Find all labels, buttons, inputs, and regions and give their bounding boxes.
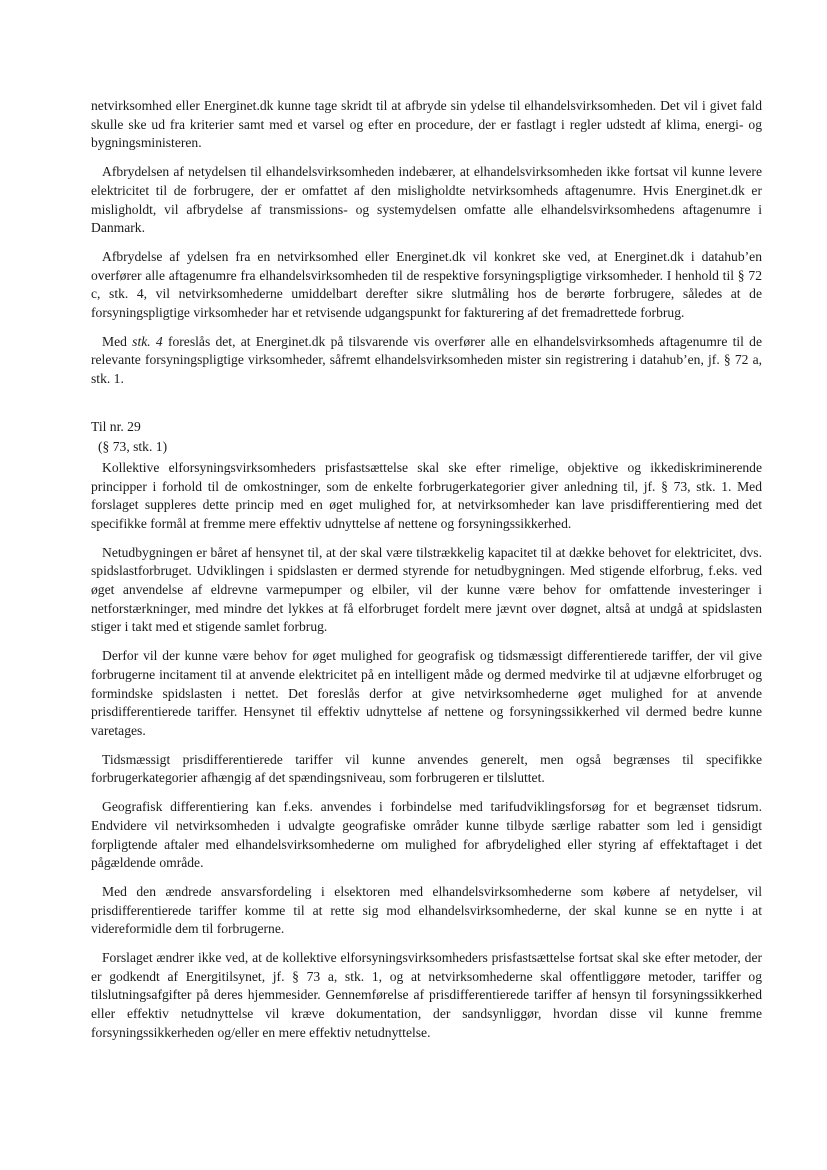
paragraph-stk-4 <box>91 333 762 389</box>
paragraph-geografisk: Geografisk differentiering kan f.eks. anvendes i forbindelse med tarifudviklingsforsøg for et begrænset tidsrum. Endvidere vil netvirksomheden i udvalgte geografiske områder kunne tilbyde særlige rabatter som led i gensidigt forpligtende aftaler med elhandelsvirksomhederne om mulighed for afbrydelighed eller styring af effektaftaget i det pågældende område. <box>91 799 762 871</box>
section-heading: Til nr. 29 <box>91 418 141 434</box>
paragraph-kollektive: Kollektive elforsyningsvirksomheders prisfastsættelse skal ske efter rimelige, objektive og ikkediskriminerende principper i forhold til de omkostninger, som de enkelte forbrugerkategorier giver anledning til, jf. § 73, stk. 1. Med forslaget suppleres dette princip med en øget mulighed for, at netvirksomheder kan lave prisdifferentiering med det specifikke formål at fremme mere effektiv udnyttelse af nettene og forsyningssikkerhed. <box>91 459 762 531</box>
paragraph-forslaget: Forslaget ændrer ikke ved, at de kollektive elforsyningsvirksomheders prisfastsættelse fortsat skal ske efter metoder, der er godkendt af Energitilsynet, jf. § 73 a, stk. 1, og at netvirksomhederne skal offentliggøre metoder, tariffer og tilslutningsafgifter på deres hjemmesider. Gennemførelse af prisdifferentierede tariffer af hensyn til forsyningssikkerhed eller effektiv netudnyttelse vil kræve dokumentation, der sandsynliggør, hvordan disse vil kunne fremme forsyningssikkerheden og/eller en mere effektiv netudnyttelse. <box>91 950 762 1040</box>
paragraph-afbrydelse-ydelse: Afbrydelse af ydelsen fra en netvirksomhed eller Energinet.dk vil konkret ske ved, at Energinet.dk i datahub’en overfører alle aftagenumre fra elhandelsvirksomheden til de respektive forsyningspligtige virksomheder. I henhold til § 72 c, stk. 4, vil netvirksomhederne umiddelbart derefter sikre slutmåling hos de berørte forbrugere, således at de forsyningspligtige virksomheder har et retvisende udgangspunkt for fakturering af det fremadrettede forbrug. <box>91 248 762 321</box>
section-subheading: (§ 73, stk. 1) <box>98 438 168 454</box>
stk4-text-before: Med <box>102 333 133 349</box>
paragraph-netudbygningen: Netudbygningen er båret af hensynet til, at der skal være tilstrækkelig kapacitet til at dække behovet for elektricitet, dvs. spidslastforbruget. Udviklingen i spidslasten er dermed styrende for netudbygningen. Med stigende elforbrug, f.eks. ved øget anvendelse af eldrevne varmepumper og elbiler, vil der kunne være behov for omfattende investeringer i netforstærkninger, med mindre det lykkes at få elforbruget fordelt mere jævnt over døgnet, altså at undgå at spidslasten stiger i takt med et stigende samlet forbrug. <box>91 544 762 635</box>
paragraph-continuation: netvirksomhed eller Energinet.dk kunne tage skridt til at afbryde sin ydelse til elhandelsvirksomheden. Det vil i givet fald skulle ske ud fra kriterier samt med et varsel og efter en procedure, der er fastlagt i regler udstedt af klima, energi- og bygningsministeren. <box>91 98 762 151</box>
stk4-emphasis: stk. 4 <box>132 333 163 349</box>
paragraph-tidsmaessigt: Tidsmæssigt prisdifferentierede tariffer vil kunne anvendes generelt, men også begrænses til specifikke forbrugerkategorier afhængig af det spændingsniveau, som forbrugeren er tilsluttet. <box>91 751 762 786</box>
section-heading-block <box>91 417 762 457</box>
paragraph-afbrydelsen: Afbrydelsen af netydelsen til elhandelsvirksomheden indebærer, at elhandelsvirksomheden ikke fortsat vil kunne levere elektricitet til de forbrugere, der er omfattet af den misligholdte netvirksomheds aftagenumre. Hvis Energinet.dk er misligholdt, vil afbrydelse af transmissions- og systemydelsen omfatte alle elhandelsvirksomhedens aftagenumre i Danmark. <box>91 164 762 236</box>
paragraph-ansvarsfordeling: Med den ændrede ansvarsfordeling i elsektoren med elhandelsvirksomhederne som købere af netydelser, vil prisdifferentierede tariffer komme til at rette sig mod elhandelsvirksomhederne, der skal kunne se en nytte i at videreformidle dem til forbrugerne. <box>91 883 762 937</box>
stk4-text-after: foreslås det, at Energinet.dk på tilsvarende vis overfører alle en elhandelsvirksomheds aftagenumre til de relevante forsyningspligtige virksomheder, såfremt elhandelsvirksomheden mister sin registrering i datahub’en, jf. § 72 a, stk. 1. <box>91 333 762 387</box>
document-page <box>91 97 762 1053</box>
paragraph-derfor: Derfor vil der kunne være behov for øget mulighed for geografisk og tidsmæssigt differentierede tariffer, der vil give forbrugerne incitament til at anvende elektricitet på en intelligent måde og dermed medvirke til at udjævne elforbruget og formindske spidslasten i nettet. Det foreslås derfor at give netvirksomhederne øget mulighed for at anvende prisdifferentierede tariffer. Hensynet til effektiv udnyttelse af nettene og forsyningssikkerhed vil dermed bedre kunne varetages. <box>91 648 762 738</box>
